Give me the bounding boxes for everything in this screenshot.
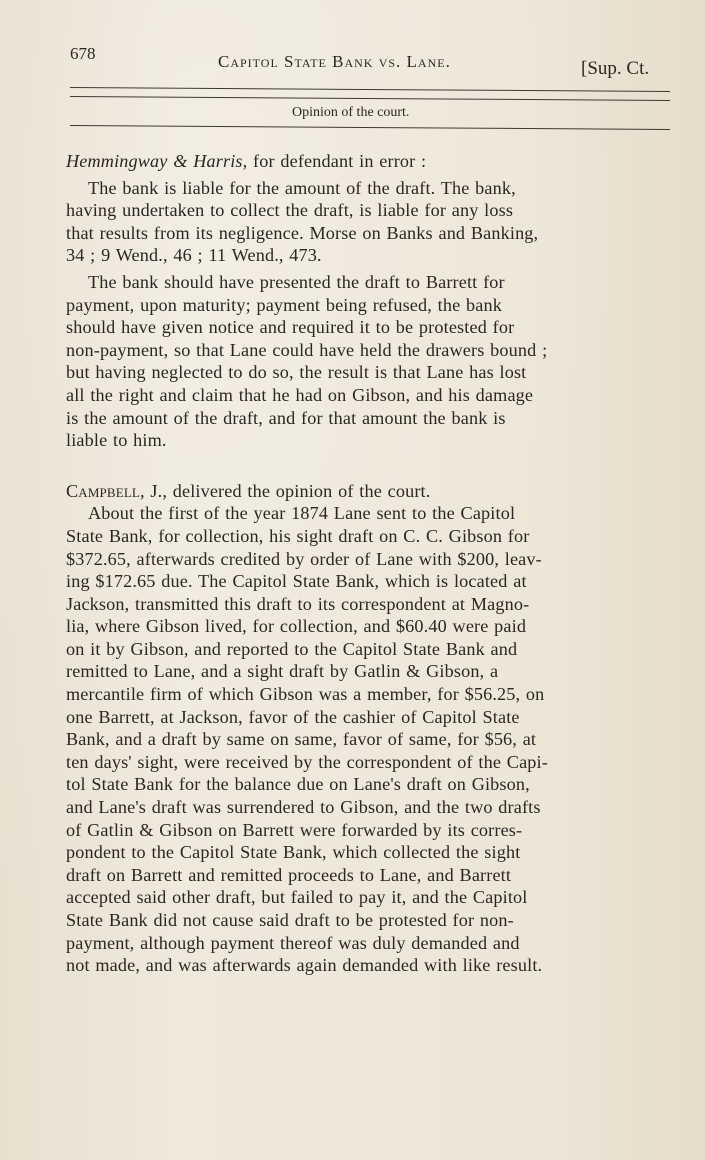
- text-line: on it by Gibson, and reported to the Capitol State Bank and: [66, 638, 518, 659]
- argument-block-1: [66, 177, 676, 267]
- text-line: payment, although payment thereof was duly demanded and: [66, 932, 520, 953]
- header-rule-middle: [70, 96, 670, 101]
- opinion-intro: , delivered the opinion of the court.: [162, 480, 431, 501]
- text-line: but having neglected to do so, the result is that Lane has lost: [66, 362, 527, 383]
- text-line: State Bank, for collection, his sight draft on C. C. Gibson for: [66, 525, 530, 546]
- text-line: $372.65, afterwards credited by order of Lane with $200, leav-: [66, 548, 542, 569]
- text-line: ten days' sight, were received by the correspondent of the Capi-: [66, 751, 548, 772]
- text-line: tol State Bank for the balance due on Lane's draft on Gibson,: [66, 774, 530, 795]
- text-line: not made, and was afterwards again demanded with like result.: [66, 955, 543, 976]
- judge-name: Campbell, J.: [66, 480, 163, 501]
- page-number: 678: [70, 44, 96, 63]
- text-line: is the amount of the draft, and for that amount the bank is: [66, 407, 506, 428]
- text-line: that results from its negligence. Morse on Banks and Banking,: [66, 222, 539, 243]
- text-line: Jackson, transmitted this draft to its correspondent at Magno-: [66, 593, 530, 614]
- section-rule: [70, 125, 670, 130]
- text-line: draft on Barrett and remitted proceeds to Lane, and Barrett: [66, 864, 512, 885]
- header-rule-top: [70, 87, 670, 92]
- text-line: all the right and claim that he had on Gibson, and his damage: [66, 384, 534, 405]
- argument-block-2: [66, 271, 676, 452]
- text-line: having undertaken to collect the draft, is liable for any loss: [66, 200, 514, 221]
- text-line: payment, upon maturity; payment being refused, the bank: [66, 294, 502, 315]
- text-line: of Gatlin & Gibson on Barrett were forwarded by its corres-: [66, 819, 523, 840]
- text-line: and Lane's draft was surrendered to Gibson, and the two drafts: [66, 797, 541, 818]
- opinion-body: [66, 502, 676, 976]
- text-line: non-payment, so that Lane could have held the drawers bound ;: [66, 339, 548, 360]
- text-line: The bank is liable for the amount of the draft. The bank,: [88, 177, 516, 198]
- opinion-heading: [66, 480, 676, 503]
- text-line: 34 ; 9 Wend., 46 ; 11 Wend., 473.: [66, 245, 322, 266]
- text-line: ing $172.65 due. The Capitol State Bank, which is located at: [66, 571, 527, 592]
- text-line: should have given notice and required it to be protested for: [66, 317, 515, 338]
- running-head: [70, 44, 680, 78]
- text-line: lia, where Gibson lived, for collection, and $60.40 were paid: [66, 616, 527, 637]
- running-title: Capitol State Bank vs. Lane.: [218, 52, 451, 71]
- text-line: remitted to Lane, and a sight draft by Gatlin & Gibson, a: [66, 661, 499, 682]
- text-line: accepted said other draft, but failed to pay it, and the Capitol: [66, 887, 528, 908]
- counsel-line: [66, 150, 676, 173]
- court-label: [Sup. Ct.: [581, 58, 650, 79]
- section-label: Opinion of the court.: [292, 105, 410, 120]
- text-line: liable to him.: [66, 430, 167, 451]
- page-content: [66, 150, 676, 977]
- counsel-names: Hemmingway & Harris,: [66, 151, 248, 171]
- text-line: About the first of the year 1874 Lane sent to the Capitol: [88, 503, 516, 524]
- counsel-role: for defendant in error :: [247, 151, 427, 171]
- text-line: Bank, and a draft by same on same, favor of same, for $56, at: [66, 729, 537, 750]
- text-line: State Bank did not cause said draft to be protested for non-: [66, 910, 514, 930]
- text-line: one Barrett, at Jackson, favor of the cashier of Capitol State: [66, 706, 520, 727]
- text-line: pondent to the Capitol State Bank, which collected the sight: [66, 842, 521, 863]
- text-line: The bank should have presented the draft to Barrett for: [88, 271, 505, 292]
- text-line: mercantile firm of which Gibson was a member, for $56.25, on: [66, 684, 545, 705]
